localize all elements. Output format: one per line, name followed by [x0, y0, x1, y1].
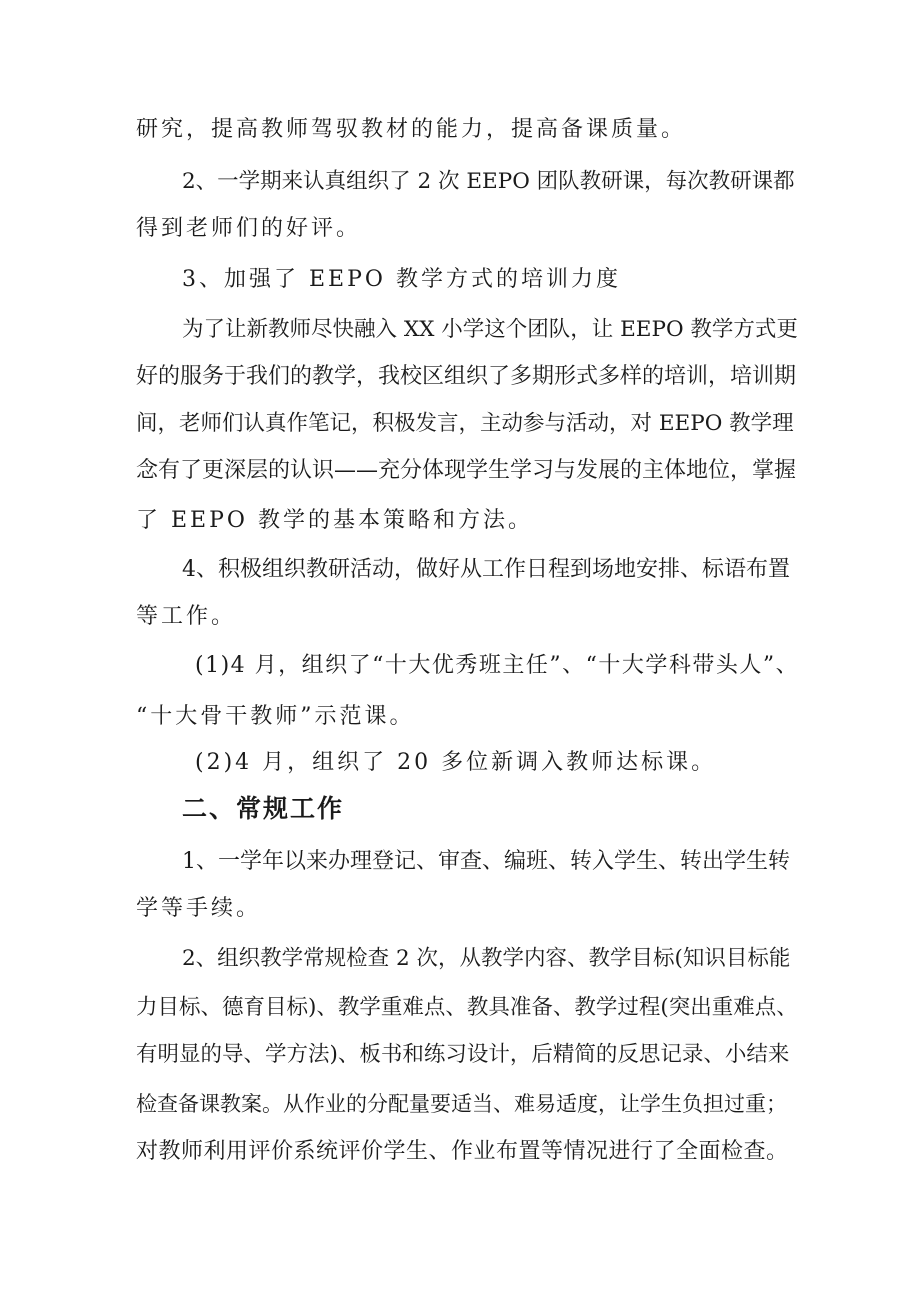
- text-line: 了 EEPO 教学的基本策略和方法。: [136, 508, 533, 533]
- text-line: 1、一学年以来办理登记、审查、编班、转入学生、转出学生转: [182, 849, 790, 874]
- text-line: 等工作。: [136, 604, 237, 629]
- text-line: “十大骨干教师”示范课。: [136, 704, 415, 729]
- text-line: 检查备课教案。从作业的分配量要适当、难易适度，让学生负担过重；: [136, 1092, 787, 1116]
- text-line: (2)4 月，组织了 20 多位新调入教师达标课。: [195, 750, 717, 775]
- text-line: 研究，提高教师驾驭教材的能力，提高备课质量。: [136, 117, 687, 142]
- text-line: 2、组织教学常规检查 2 次，从教学内容、教学目标(知识目标能: [182, 946, 791, 971]
- text-line: 间，老师们认真作笔记，积极发言，主动参与活动，对 EEPO 教学理: [136, 411, 794, 436]
- text-line: 2、一学期来认真组织了 2 次 EEPO 团队教研课，每次教研课都: [182, 169, 795, 194]
- text-line: (1)4 月，组织了“十大优秀班主任”、“十大学科带头人”、: [195, 653, 800, 678]
- text-line: 对教师利用评价系统评价学生、作业布置等情况进行了全面检查。: [136, 1139, 789, 1164]
- section-heading: 二、常规工作: [182, 794, 345, 823]
- text-line: 好的服务于我们的教学，我校区组织了多期形式多样的培训，培训期: [136, 364, 797, 389]
- text-line: 得到老师们的好评。: [136, 216, 362, 241]
- text-line: 4、积极组织教研活动，做好从工作日程到场地安排、标语布置: [182, 557, 790, 582]
- text-line: 念有了更深层的认识——充分体现学生学习与发展的主体地位，掌握: [136, 458, 797, 483]
- text-line: 力目标、德育目标)、教学重难点、教具准备、教学过程(突出重难点、: [136, 995, 798, 1020]
- text-line: 有明显的导、学方法)、板书和练习设计，后精简的反思记录、小结来: [136, 1042, 790, 1067]
- text-line: 为了让新教师尽快融入 XX 小学这个团队，让 EEPO 教学方式更: [182, 317, 798, 342]
- text-line: 3、加强了 EEPO 教学方式的培训力度: [182, 267, 621, 292]
- text-line: 学等手续。: [136, 896, 262, 921]
